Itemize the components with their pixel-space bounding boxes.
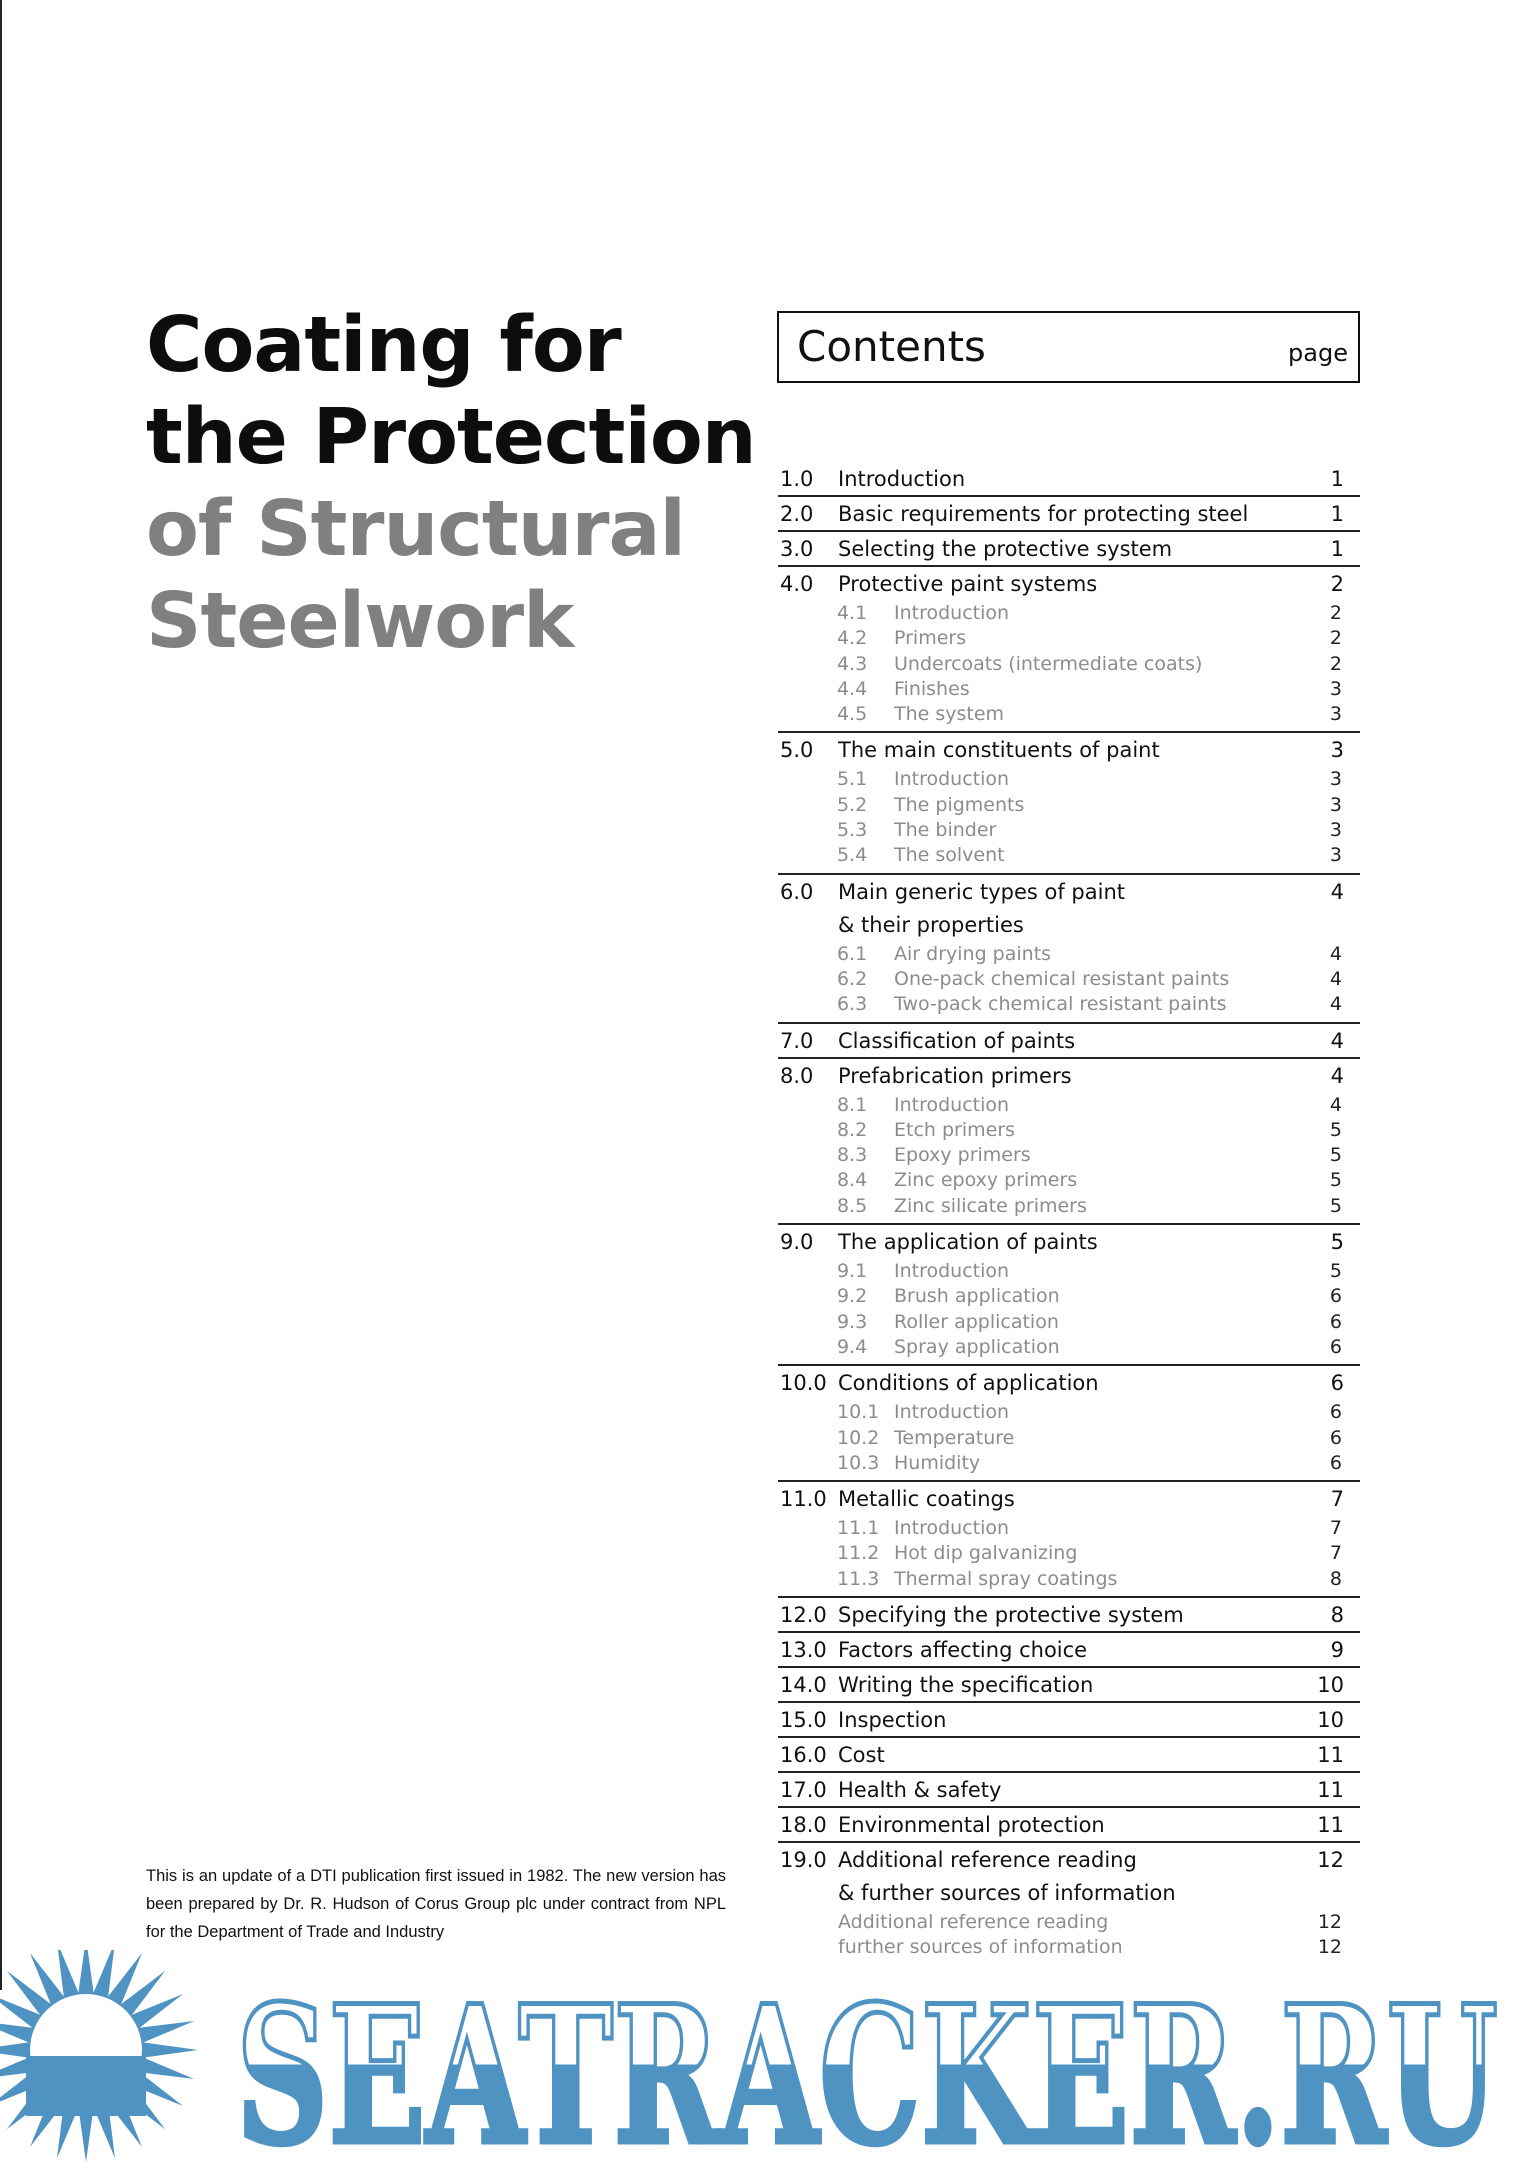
toc-subentry-title: Introduction (894, 1401, 1010, 1424)
toc-subentry-title: Introduction (894, 602, 1010, 624)
toc-subentry-number: 4.1 (837, 602, 868, 624)
toc-subentry (778, 793, 1360, 818)
toc-entry-number: 1.0 (780, 467, 814, 491)
toc-entry-page: 1 (1330, 537, 1344, 561)
toc-subentry (778, 942, 1360, 967)
toc-entry (778, 875, 1360, 1024)
toc-entry (778, 1738, 1360, 1773)
toc-subentry-title: Humidity (894, 1451, 981, 1474)
toc-subentry-number: 11.3 (837, 1567, 880, 1590)
toc-subentry (778, 1567, 1360, 1592)
table-of-contents (778, 462, 1360, 1965)
toc-subentry (778, 818, 1360, 843)
toc-entry-number: 12.0 (780, 1603, 827, 1628)
toc-subentry-page: 4 (1329, 942, 1342, 965)
toc-entry-title: Prefabrication primers (838, 1063, 1072, 1088)
sun-horizon (26, 2056, 146, 2116)
toc-subentry-title: Brush application (894, 1285, 1060, 1308)
toc-subentry (778, 1451, 1360, 1476)
toc-subentry-title: Thermal spray coatings (894, 1567, 1118, 1590)
toc-subentry (778, 1400, 1360, 1425)
toc-subentry-page: 6 (1329, 1335, 1342, 1358)
toc-subentry-number: 9.4 (837, 1335, 868, 1358)
toc-entry-title: Health & safety (838, 1778, 1002, 1803)
toc-subentry-number: 6.2 (837, 967, 868, 990)
toc-subentry-number: 5.1 (837, 768, 868, 791)
toc-entry-page: 11 (1317, 1813, 1344, 1838)
toc-subentry-page: 3 (1329, 844, 1342, 867)
toc-entry (778, 1024, 1360, 1059)
toc-entry-row (778, 1773, 1360, 1806)
toc-subentry-title: The system (894, 703, 1005, 726)
toc-subentry-page: 4 (1329, 967, 1342, 990)
toc-entry-number: 8.0 (780, 1063, 814, 1088)
toc-subentry-number: 9.1 (837, 1260, 868, 1283)
toc-entry (778, 1703, 1360, 1738)
toc-entry-row (778, 497, 1360, 530)
toc-entry-page: 4 (1330, 1063, 1344, 1088)
sun-icon (0, 1950, 198, 2162)
toc-entry-row (778, 462, 1360, 495)
toc-entry-title: Factors affecting choice (838, 1638, 1088, 1663)
toc-entry (778, 1059, 1360, 1225)
toc-entry-number: 17.0 (780, 1778, 827, 1803)
toc-subentry-title: Roller application (894, 1310, 1059, 1333)
toc-subentry (778, 767, 1360, 792)
toc-subentry-page: 3 (1329, 703, 1342, 726)
toc-subentry (778, 677, 1360, 702)
toc-subentry-title: further sources of information (838, 1936, 1123, 1959)
toc-subentry (778, 1541, 1360, 1566)
toc-subentry-title: Introduction (894, 1517, 1010, 1540)
toc-entry (778, 1843, 1360, 1965)
toc-subentries (778, 766, 1360, 872)
toc-subentry-number: 4.3 (837, 652, 868, 675)
toc-subentry-title: The pigments (894, 793, 1025, 816)
toc-subentry (778, 1310, 1360, 1335)
toc-entry-title: Conditions of application (838, 1371, 1099, 1396)
toc-subentry-page: 3 (1329, 677, 1342, 700)
toc-subentry-number: 8.2 (837, 1118, 868, 1141)
toc-entry-row (778, 1633, 1360, 1666)
toc-subentry-number: 11.1 (837, 1517, 880, 1540)
toc-subentry-title: Air drying paints (894, 942, 1052, 965)
toc-entry-row (778, 1024, 1360, 1057)
toc-subentry-page: 6 (1329, 1310, 1342, 1333)
toc-entry-number: 6.0 (780, 879, 814, 904)
toc-subentry (778, 843, 1360, 868)
toc-entry-number: 3.0 (780, 537, 814, 561)
toc-entry-title: Environmental protection (838, 1813, 1105, 1838)
toc-entry-title: Inspection (838, 1708, 947, 1733)
toc-subentry-page: 2 (1329, 652, 1342, 675)
toc-subentry-title: Finishes (894, 677, 970, 700)
toc-subentry-page: 5 (1329, 1118, 1342, 1141)
toc-subentry-number: 6.3 (837, 993, 868, 1016)
toc-subentry-title: Introduction (894, 1260, 1010, 1283)
page-column-label: page (1288, 339, 1348, 367)
toc-entry-row (778, 567, 1360, 600)
document-title (146, 300, 756, 668)
toc-subentry-page: 7 (1329, 1542, 1342, 1565)
toc-entry-number: 7.0 (780, 1028, 814, 1053)
toc-entry-row (778, 1668, 1360, 1701)
toc-subentry-number: 4.4 (837, 677, 868, 700)
toc-subentry-number: 8.5 (837, 1194, 868, 1217)
toc-subentry-number: 9.3 (837, 1310, 868, 1333)
toc-subentry-number: 4.5 (837, 703, 868, 726)
toc-subentry-page: 12 (1317, 1911, 1342, 1934)
toc-subentry-title: One-pack chemical resistant paints (894, 967, 1230, 990)
toc-subentry-page: 3 (1329, 768, 1342, 791)
toc-entry-row (778, 1703, 1360, 1736)
toc-subentries (778, 1399, 1360, 1480)
watermark-text: SEATRACKER.RU (236, 1964, 1498, 2174)
toc-entry-page: 9 (1330, 1638, 1344, 1663)
toc-entry-number: 11.0 (780, 1487, 827, 1512)
toc-entry-number: 5.0 (780, 738, 814, 763)
toc-subentry (778, 626, 1360, 651)
toc-subentry-title: Epoxy primers (894, 1144, 1031, 1167)
toc-entry-title: Main generic types of paint (838, 879, 1125, 904)
toc-entry-title-line-2: & their properties (838, 912, 1024, 937)
toc-subentry-page: 3 (1329, 819, 1342, 842)
toc-subentry-title: The solvent (894, 844, 1005, 867)
toc-subentry-page: 3 (1329, 793, 1342, 816)
toc-entry-row-continued (778, 1876, 1360, 1909)
toc-entry (778, 1225, 1360, 1366)
toc-entry (778, 1482, 1360, 1598)
toc-entry (778, 1808, 1360, 1843)
toc-subentry-number: 9.2 (837, 1285, 868, 1308)
toc-subentry-page: 7 (1329, 1517, 1342, 1540)
toc-subentry-page: 5 (1329, 1169, 1342, 1192)
toc-subentries (778, 1515, 1360, 1596)
toc-subentry (778, 1259, 1360, 1284)
toc-entry-title: Protective paint systems (838, 572, 1098, 596)
toc-entry-title: Introduction (838, 467, 966, 491)
toc-entry-page: 4 (1330, 1028, 1344, 1053)
toc-subentries (778, 1092, 1360, 1223)
title-line-2: the Protection (146, 393, 756, 482)
toc-entry-title: Basic requirements for protecting steel (838, 502, 1249, 526)
footnote: This is an update of a DTI publication first issued in 1982. The new version has been prepared by Dr. R. Hudson of Corus Group plc under contract from NPL for the Department of Trade and Industry (146, 1867, 726, 1941)
toc-subentry-title: Temperature (894, 1426, 1015, 1449)
title-line-3: of Structural (146, 485, 685, 574)
toc-entry-title: Classification of paints (838, 1028, 1076, 1053)
toc-subentry-page: 5 (1329, 1260, 1342, 1283)
contents-heading: Contents (797, 322, 986, 371)
toc-subentry-page: 4 (1329, 993, 1342, 1016)
toc-entry-page: 7 (1330, 1487, 1344, 1512)
toc-entry (778, 532, 1360, 567)
toc-subentry-number: 8.1 (837, 1093, 868, 1116)
toc-subentry-page: 5 (1329, 1194, 1342, 1217)
toc-entry-title: Selecting the protective system (838, 537, 1173, 561)
toc-subentry (778, 1910, 1360, 1935)
toc-entry-title: Cost (838, 1743, 885, 1768)
title-line-1: Coating for (146, 301, 621, 390)
toc-entry-page: 1 (1330, 467, 1344, 491)
toc-entry-page: 6 (1330, 1371, 1344, 1396)
toc-entry-title: The application of paints (838, 1230, 1098, 1255)
toc-subentry (778, 652, 1360, 677)
toc-entry-number: 19.0 (780, 1848, 827, 1873)
toc-subentry-title: Primers (894, 627, 967, 650)
toc-subentry-number: 10.2 (837, 1426, 880, 1449)
toc-entry-page: 3 (1330, 738, 1344, 763)
toc-entry-row (778, 1808, 1360, 1841)
toc-subentry-number: 6.1 (837, 942, 868, 965)
toc-entry-number: 9.0 (780, 1230, 814, 1255)
toc-subentry-number: 5.2 (837, 793, 868, 816)
toc-entry-page: 4 (1330, 879, 1344, 904)
toc-entry-row (778, 875, 1360, 908)
watermark (0, 1950, 1527, 2174)
toc-subentry (778, 1426, 1360, 1451)
toc-subentry-title: Two-pack chemical resistant paints (894, 993, 1227, 1016)
toc-entry (778, 567, 1360, 733)
toc-entry-number: 13.0 (780, 1638, 827, 1663)
toc-subentry-title: Spray application (894, 1335, 1060, 1358)
toc-subentry-title: Undercoats (intermediate coats) (894, 652, 1203, 675)
toc-subentry-title: Hot dip galvanizing (894, 1542, 1078, 1565)
toc-entry-row-continued (778, 908, 1360, 941)
toc-subentry-page: 6 (1329, 1401, 1342, 1424)
toc-subentry (778, 1194, 1360, 1219)
toc-entry (778, 1598, 1360, 1633)
toc-subentries (778, 941, 1360, 1022)
toc-subentry-title: The binder (894, 819, 997, 842)
toc-subentry (778, 1168, 1360, 1193)
toc-entry-title: The main constituents of paint (838, 738, 1160, 763)
left-margin-rule (0, 0, 2, 1990)
toc-subentry-number: 8.3 (837, 1144, 868, 1167)
toc-entry (778, 1633, 1360, 1668)
toc-entry-row (778, 1598, 1360, 1631)
toc-subentry-title: Etch primers (894, 1118, 1016, 1141)
toc-entry-row (778, 532, 1360, 565)
toc-entry-page: 8 (1330, 1603, 1344, 1628)
toc-subentry (778, 1284, 1360, 1309)
toc-entry-title-line-2: & further sources of information (838, 1881, 1176, 1906)
title-line-4: Steelwork (146, 577, 574, 666)
toc-entry-row (778, 1366, 1360, 1399)
toc-subentry-number: 5.3 (837, 819, 868, 842)
toc-subentry (778, 601, 1360, 626)
toc-subentry-number: 4.2 (837, 627, 868, 650)
toc-entry (778, 462, 1360, 497)
toc-entry-page: 12 (1317, 1848, 1344, 1873)
toc-entry-row (778, 1843, 1360, 1876)
toc-subentry-number: 11.2 (837, 1542, 880, 1565)
toc-entry-row (778, 1059, 1360, 1092)
toc-entry-number: 2.0 (780, 502, 814, 526)
toc-entry-row (778, 733, 1360, 766)
toc-subentry-page: 6 (1329, 1451, 1342, 1474)
toc-entry-row (778, 1738, 1360, 1771)
toc-subentry (778, 992, 1360, 1017)
toc-subentry (778, 1143, 1360, 1168)
toc-entry (778, 497, 1360, 532)
toc-entry (778, 1773, 1360, 1808)
toc-entry-number: 16.0 (780, 1743, 827, 1768)
toc-subentry-page: 12 (1317, 1936, 1342, 1959)
toc-entry-title: Writing the specification (838, 1673, 1094, 1698)
toc-subentry (778, 967, 1360, 992)
toc-subentry-page: 6 (1329, 1285, 1342, 1308)
contents-header (777, 311, 1360, 383)
toc-subentry-number: 5.4 (837, 844, 868, 867)
toc-subentry-title: Additional reference reading (838, 1911, 1109, 1934)
toc-subentry-title: Zinc epoxy primers (894, 1169, 1078, 1192)
toc-subentry-title: Introduction (894, 768, 1010, 791)
toc-entry-page: 11 (1317, 1743, 1344, 1768)
toc-subentry (778, 1093, 1360, 1118)
toc-subentries (778, 600, 1360, 731)
toc-entry-title: Additional reference reading (838, 1848, 1137, 1873)
toc-entry-number: 4.0 (780, 572, 814, 596)
toc-entry (778, 733, 1360, 874)
toc-subentry (778, 1516, 1360, 1541)
toc-subentry-page: 6 (1329, 1426, 1342, 1449)
toc-entry-page: 10 (1317, 1673, 1344, 1698)
toc-entry-row (778, 1225, 1360, 1258)
toc-entry-page: 2 (1330, 572, 1344, 596)
toc-entry-page: 1 (1330, 502, 1344, 526)
toc-entry-number: 15.0 (780, 1708, 827, 1733)
toc-entry-number: 18.0 (780, 1813, 827, 1838)
toc-entry-page: 11 (1317, 1778, 1344, 1803)
toc-subentry (778, 702, 1360, 727)
toc-subentry-number: 8.4 (837, 1169, 868, 1192)
toc-subentry-page: 2 (1329, 627, 1342, 650)
toc-entry-title: Metallic coatings (838, 1487, 1015, 1512)
toc-subentry-page: 4 (1329, 1093, 1342, 1116)
toc-subentry-page: 8 (1329, 1567, 1342, 1590)
toc-subentry (778, 1118, 1360, 1143)
toc-entry-number: 14.0 (780, 1673, 827, 1698)
toc-entry-page: 10 (1317, 1708, 1344, 1733)
toc-subentry-number: 10.1 (837, 1401, 880, 1424)
toc-subentry (778, 1335, 1360, 1360)
toc-entry (778, 1668, 1360, 1703)
toc-subentries (778, 1258, 1360, 1364)
toc-subentry-title: Introduction (894, 1093, 1010, 1116)
toc-entry (778, 1366, 1360, 1482)
toc-entry-page: 5 (1330, 1230, 1344, 1255)
toc-entry-title: Specifying the protective system (838, 1603, 1184, 1628)
toc-subentry-page: 2 (1329, 602, 1342, 624)
toc-entry-number: 10.0 (780, 1371, 827, 1396)
toc-subentry-number: 10.3 (837, 1451, 880, 1474)
toc-subentry-page: 5 (1329, 1144, 1342, 1167)
toc-subentry-title: Zinc silicate primers (894, 1194, 1087, 1217)
toc-entry-row (778, 1482, 1360, 1515)
